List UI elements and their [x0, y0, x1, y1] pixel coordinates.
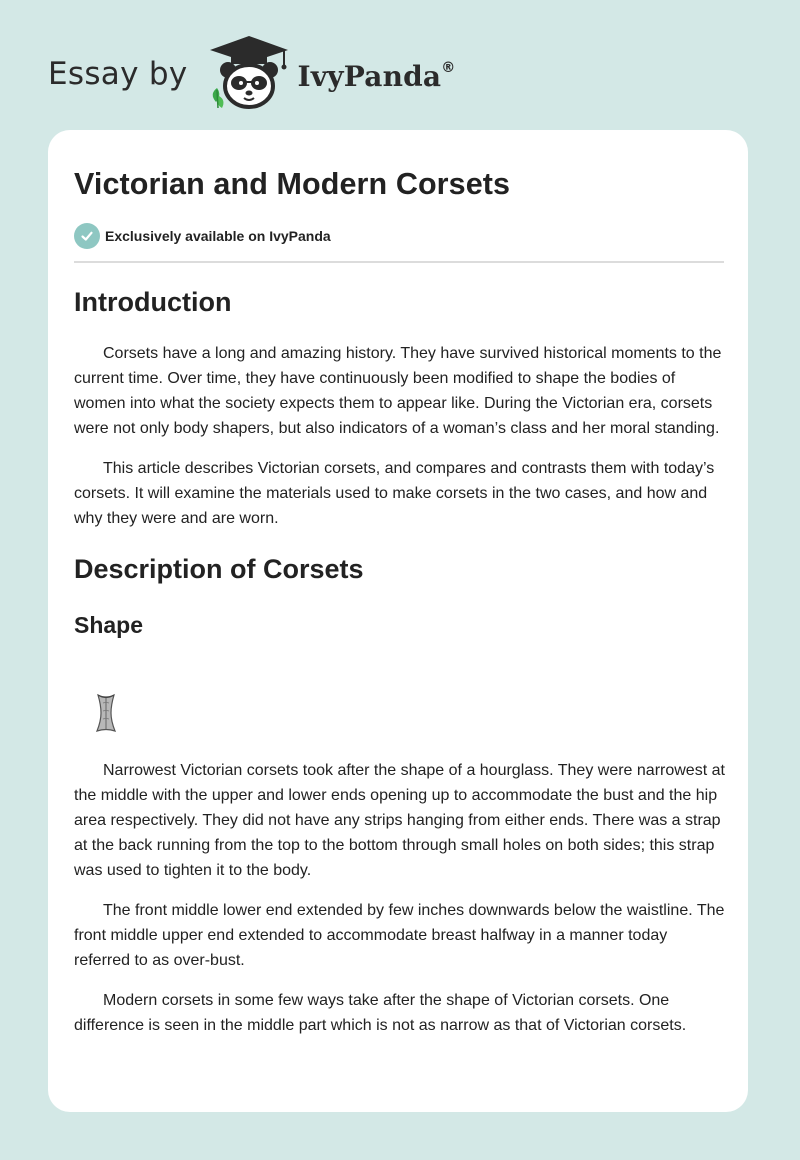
article-card — [48, 130, 748, 1112]
corset-image — [90, 693, 122, 733]
section-heading-introduction: Introduction — [74, 287, 232, 317]
exclusive-badge — [74, 223, 722, 249]
paragraph: Narrowest Victorian corsets took after the shape of a hourglass. They were narrowest at the middle with the upper and lower ends opening up to accommodate the bust and the hip area respectively. They did not have any strips hanging from either ends. There was a strap at the back running from the top to the bottom through small holes on both sides; this strap was used to tighten it to the body. — [74, 762, 725, 879]
title-divider — [74, 261, 724, 263]
exclusive-badge-text: Exclusively available on IvyPanda — [105, 228, 331, 244]
brand-name[interactable]: IvyPanda® — [297, 59, 456, 93]
paragraph: The front middle lower end extended by few inches downwards below the waistline. The front middle upper end extended to accommodate breast halfway in a manner today referred to as over-bust. — [74, 902, 725, 969]
registered-mark: ® — [441, 59, 456, 76]
article-title: Victorian and Modern Corsets — [74, 167, 511, 201]
paragraph: This article describes Victorian corsets, and compares and contrasts them with today’s corsets. It will examine the materials used to make corsets in the two cases, and how and why they were and are worn. — [74, 460, 715, 527]
paragraph: Modern corsets in some few ways take after the shape of Victorian corsets. One difference is seen in the middle part which is not as narrow as that of Victorian corsets. — [74, 992, 687, 1034]
paragraph: Corsets have a long and amazing history. They have survived historical moments to the current time. Over time, they have continuously been modified to shape the bodies of women into what the society expects them to appear like. During the Victorian era, corsets were not only body shapers, but also indicators of a woman’s class and her moral standing. — [74, 345, 722, 437]
check-icon — [74, 223, 100, 249]
section-heading-description: Description of Corsets — [74, 554, 364, 584]
essay-by-label: Essay by — [48, 56, 188, 92]
site-header — [48, 34, 455, 110]
panda-graduate-icon[interactable] — [204, 34, 294, 110]
subsection-heading-shape: Shape — [74, 612, 144, 638]
